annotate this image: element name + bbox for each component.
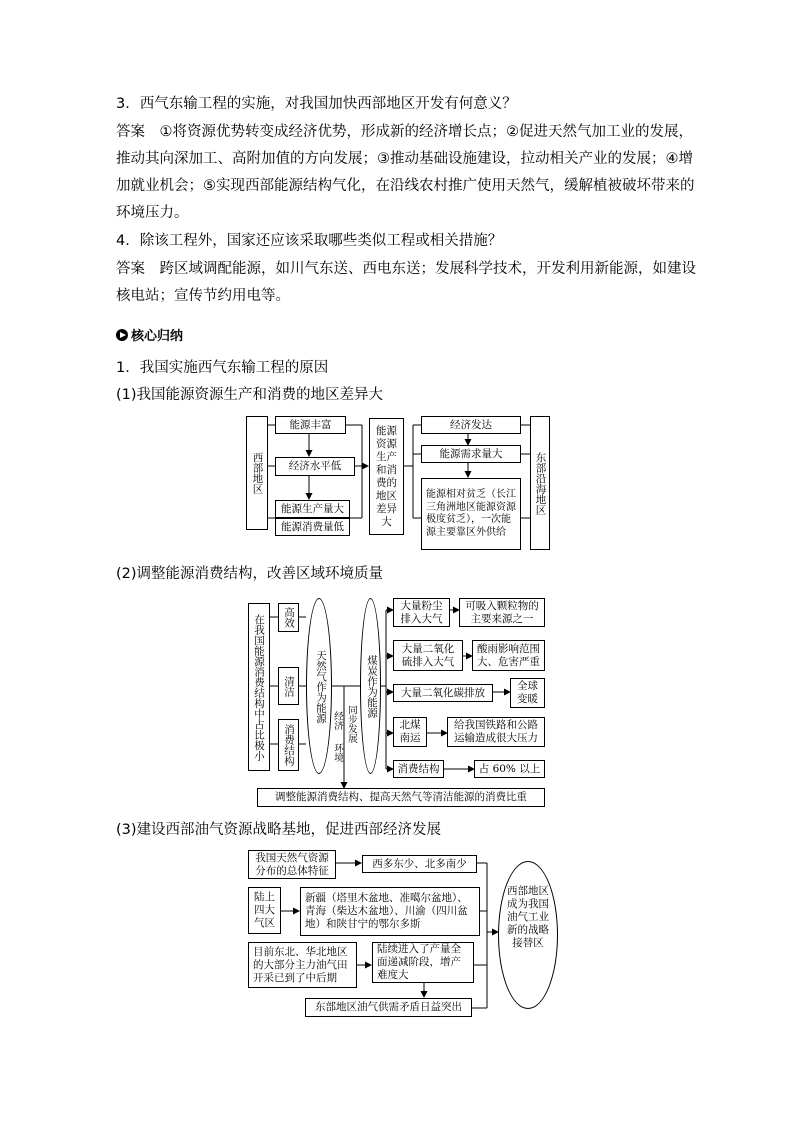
main-fields-box: 目前东北、华北地区的大部分主力油气田开采已到了中后期 — [248, 942, 357, 988]
acid-rain-box: 酸雨影响范围大、危害严重 — [472, 640, 545, 671]
west-more-box: 西多东少、北多南少 — [362, 855, 477, 873]
supply-conflict-box: 东部地区油气供需矛盾日益突出 — [305, 998, 472, 1017]
so2-box: 大量二氧化硫排入大气 — [393, 640, 463, 671]
north-coal-box: 北煤南运 — [393, 717, 427, 747]
answer-4-line-1: 答案 跨区域调配能源，如川气东送、西电东送；发展科学技术，开发利用新能源，如建设 — [116, 261, 696, 277]
answer-3-line-4: 环境压力。 — [116, 205, 189, 221]
energy-shortage-box: 能源相对贫乏（长江三角洲地区能源资源极度贫乏），一次能源主要靠区外供给 — [421, 478, 521, 550]
consumption-low-box: 能源消费量低 — [275, 518, 350, 536]
economy-developed-box: 经济发达 — [421, 416, 521, 434]
decline-box: 陆续进入了产量全面递减阶段，增产难度大 — [372, 942, 474, 983]
energy-rich-box: 能源丰富 — [275, 416, 346, 434]
transport-pressure-box: 给我国铁路和公路运输造成很大压力 — [447, 717, 545, 747]
warming-box: 全球变暖 — [510, 678, 545, 708]
gas-regions-box: 新疆（塔里木盆地、准噶尔盆地）、青海（柴达木盆地）、川渝（四川盆地）和陕甘宁的鄂尔多斯 — [300, 887, 480, 936]
synchronous-label: 同步发展 — [346, 705, 357, 743]
efficient-box: 高效 — [278, 603, 299, 632]
dust-box: 大量粉尘排入大气 — [393, 598, 450, 627]
question-3: 3．西气东输工程的实施，对我国加快西部地区开发有何意义？ — [116, 96, 517, 112]
sub-3-title: (3)建设西部油气资源战略基地，促进西部经济发展 — [116, 822, 442, 838]
question-4: 4．除该工程外，国家还应该采取哪些类似工程或相关措施？ — [116, 233, 503, 249]
west-region-box: 西部地区 — [246, 416, 268, 530]
economy-label: 经济 — [332, 710, 343, 730]
natural-gas-label: 天然气作为能源 — [315, 650, 327, 724]
east-coast-box: 东部沿海地区 — [530, 416, 550, 550]
answer-3-line-3: 加就业机会；⑤实现西部能源结构气化，在沿线农村推广使用天然气，缓解植被破坏带来的 — [116, 178, 695, 194]
clean-box: 清洁 — [278, 667, 299, 705]
difference-center-label: 能源资源生产和消费的地区差异大 — [376, 424, 397, 528]
production-large-box: 能源生产量大 — [275, 500, 350, 518]
strategic-base-label: 西部地区成为我国油气工业新的战略接替区 — [507, 885, 549, 949]
answer-3-line-1: 答案 ①将资源优势转变成经济优势，形成新的经济增长点；②促进天然气加工业的发展， — [116, 124, 693, 140]
answer-3-line-2: 推动其向深加工、高附加值的方向发展；③推动基础设施建设，拉动相关产业的发展；④增 — [116, 151, 693, 167]
environment-label: 环境 — [332, 742, 343, 762]
point-1-title: 1．我国实施西气东输工程的原因 — [116, 360, 329, 376]
adjust-structure-box: 调整能源消费结构、提高天然气等清洁能源的消费比重 — [257, 788, 545, 807]
four-gas-regions-box: 陆上四大气区 — [248, 887, 281, 934]
minor-share-box: 在我国能源消费结构中占比极小 — [248, 603, 270, 771]
sub-1-title: (1)我国能源资源生产和消费的地区差异大 — [116, 387, 384, 403]
answer-4-line-2: 核电站；宣传节约用电等。 — [116, 288, 290, 304]
percent-box: 占 60% 以上 — [474, 760, 545, 778]
energy-demand-box: 能源需求量大 — [421, 445, 521, 463]
sub-2-title: (2)调整能源消费结构，改善区域环境质量 — [116, 566, 384, 582]
particles-box: 可吸入颗粒物的主要来源之一 — [459, 598, 545, 627]
consumption-structure-right-box: 消费结构 — [393, 760, 444, 778]
economy-low-box: 经济水平低 — [275, 457, 355, 476]
distribution-feature-box: 我国天然气资源分布的总体特征 — [248, 850, 336, 879]
consumption-structure-left-box: 消费结构 — [278, 719, 299, 771]
section-title: 核心归纳 — [131, 329, 184, 344]
coal-label: 煤炭作为能源 — [366, 654, 378, 718]
co2-box: 大量二氧化碳排放 — [393, 684, 493, 702]
